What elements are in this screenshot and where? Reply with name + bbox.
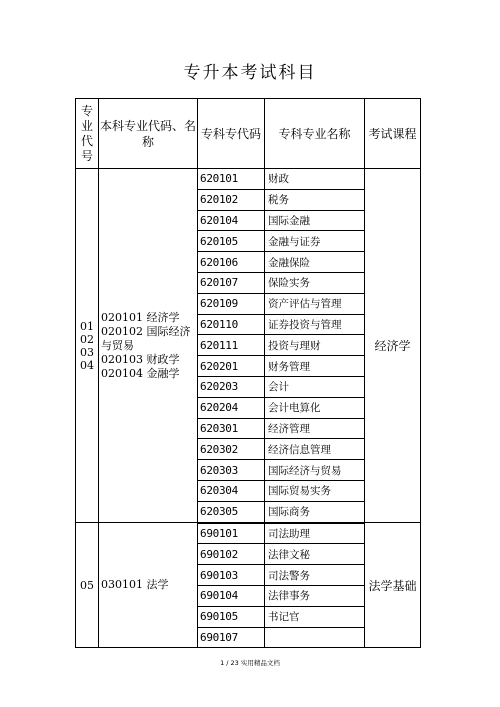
college-name-cell: 财政 — [265, 169, 365, 190]
college-name-cell: 法律文秘 — [265, 544, 365, 565]
college-name-cell: 国际商务 — [265, 501, 365, 522]
college-code-cell: 690102 — [198, 544, 265, 565]
college-name-cell: 资产评估与管理 — [265, 293, 365, 314]
header-row — [76, 99, 421, 169]
college-name-cell: 国际贸易实务 — [265, 480, 365, 501]
college-name-cell: 财务管理 — [265, 356, 365, 377]
college-code-cell: 690104 — [198, 585, 265, 606]
college-code-cell: 620303 — [198, 460, 265, 481]
major-line: 020101 经济学 — [101, 310, 180, 324]
college-code-cell: 620301 — [198, 418, 265, 439]
college-name-cell: 经济管理 — [265, 418, 365, 439]
college-name-cell: 证券投资与管理 — [265, 314, 365, 335]
major-line: 020102 国际经济 — [101, 324, 191, 338]
table-row — [76, 523, 421, 544]
major-cell — [99, 169, 198, 523]
header-spec-code: 专业代号 — [76, 99, 99, 169]
spec-code-cell — [76, 169, 99, 523]
college-name-cell: 国际经济与贸易 — [265, 460, 365, 481]
spec-code-line: 01 — [80, 319, 94, 333]
college-name-cell: 金融与证券 — [265, 231, 365, 252]
header-exam: 考试课程 — [365, 99, 421, 169]
college-name-cell: 税务 — [265, 189, 365, 210]
spec-code-cell — [76, 523, 99, 648]
college-name-cell: 司法助理 — [265, 523, 365, 544]
college-code-cell: 690105 — [198, 606, 265, 627]
college-code-cell: 620110 — [198, 314, 265, 335]
major-cell — [99, 523, 198, 648]
college-name-cell: 会计 — [265, 376, 365, 397]
college-code-cell: 620304 — [198, 480, 265, 501]
spec-code-line: 04 — [80, 358, 94, 372]
header-major: 本科专业代码、名称 — [99, 99, 198, 169]
college-name-cell: 经济信息管理 — [265, 439, 365, 460]
college-code-cell: 620305 — [198, 501, 265, 522]
major-line: 030101 法学 — [101, 578, 169, 592]
college-name-cell — [265, 627, 365, 648]
college-name-cell: 会计电算化 — [265, 397, 365, 418]
college-code-cell: 620302 — [198, 439, 265, 460]
college-code-cell: 690101 — [198, 523, 265, 544]
spec-code-line: 05 — [80, 578, 94, 592]
college-code-cell: 620101 — [198, 169, 265, 190]
major-line: 020103 财政学 — [101, 352, 180, 366]
page-footer: 1 / 23 实用精品文档 — [220, 659, 280, 667]
header-college-name: 专科专业名称 — [265, 99, 365, 169]
college-code-cell: 620109 — [198, 293, 265, 314]
college-name-cell: 国际金融 — [265, 210, 365, 231]
college-code-cell: 620203 — [198, 376, 265, 397]
college-name-cell: 司法警务 — [265, 565, 365, 586]
college-code-cell: 620204 — [198, 397, 265, 418]
exam-course-cell: 经济学 — [365, 169, 421, 523]
header-college-code: 专科专代码 — [198, 99, 265, 169]
college-name-cell: 法律事务 — [265, 585, 365, 606]
college-code-cell: 620105 — [198, 231, 265, 252]
major-line: 与贸易 — [101, 338, 134, 352]
exam-course-cell: 法学基础 — [365, 523, 421, 648]
college-code-cell: 620102 — [198, 189, 265, 210]
college-code-cell: 620107 — [198, 272, 265, 293]
college-code-cell: 620106 — [198, 252, 265, 273]
college-name-cell: 投资与理财 — [265, 335, 365, 356]
college-code-cell: 620111 — [198, 335, 265, 356]
table-row — [76, 169, 421, 190]
college-name-cell: 金融保险 — [265, 252, 365, 273]
college-code-cell: 620201 — [198, 356, 265, 377]
page-title: 专升本考试科目 — [183, 63, 317, 83]
college-code-cell: 620104 — [198, 210, 265, 231]
college-name-cell: 书记官 — [265, 606, 365, 627]
spec-code-line: 03 — [80, 345, 94, 359]
college-code-cell: 690107 — [198, 627, 265, 648]
table-body — [76, 99, 421, 648]
exam-subjects-table — [75, 98, 421, 648]
college-name-cell: 保险实务 — [265, 272, 365, 293]
spec-code-line: 02 — [80, 332, 94, 346]
major-line: 020104 金融学 — [101, 366, 180, 380]
college-code-cell: 690103 — [198, 565, 265, 586]
